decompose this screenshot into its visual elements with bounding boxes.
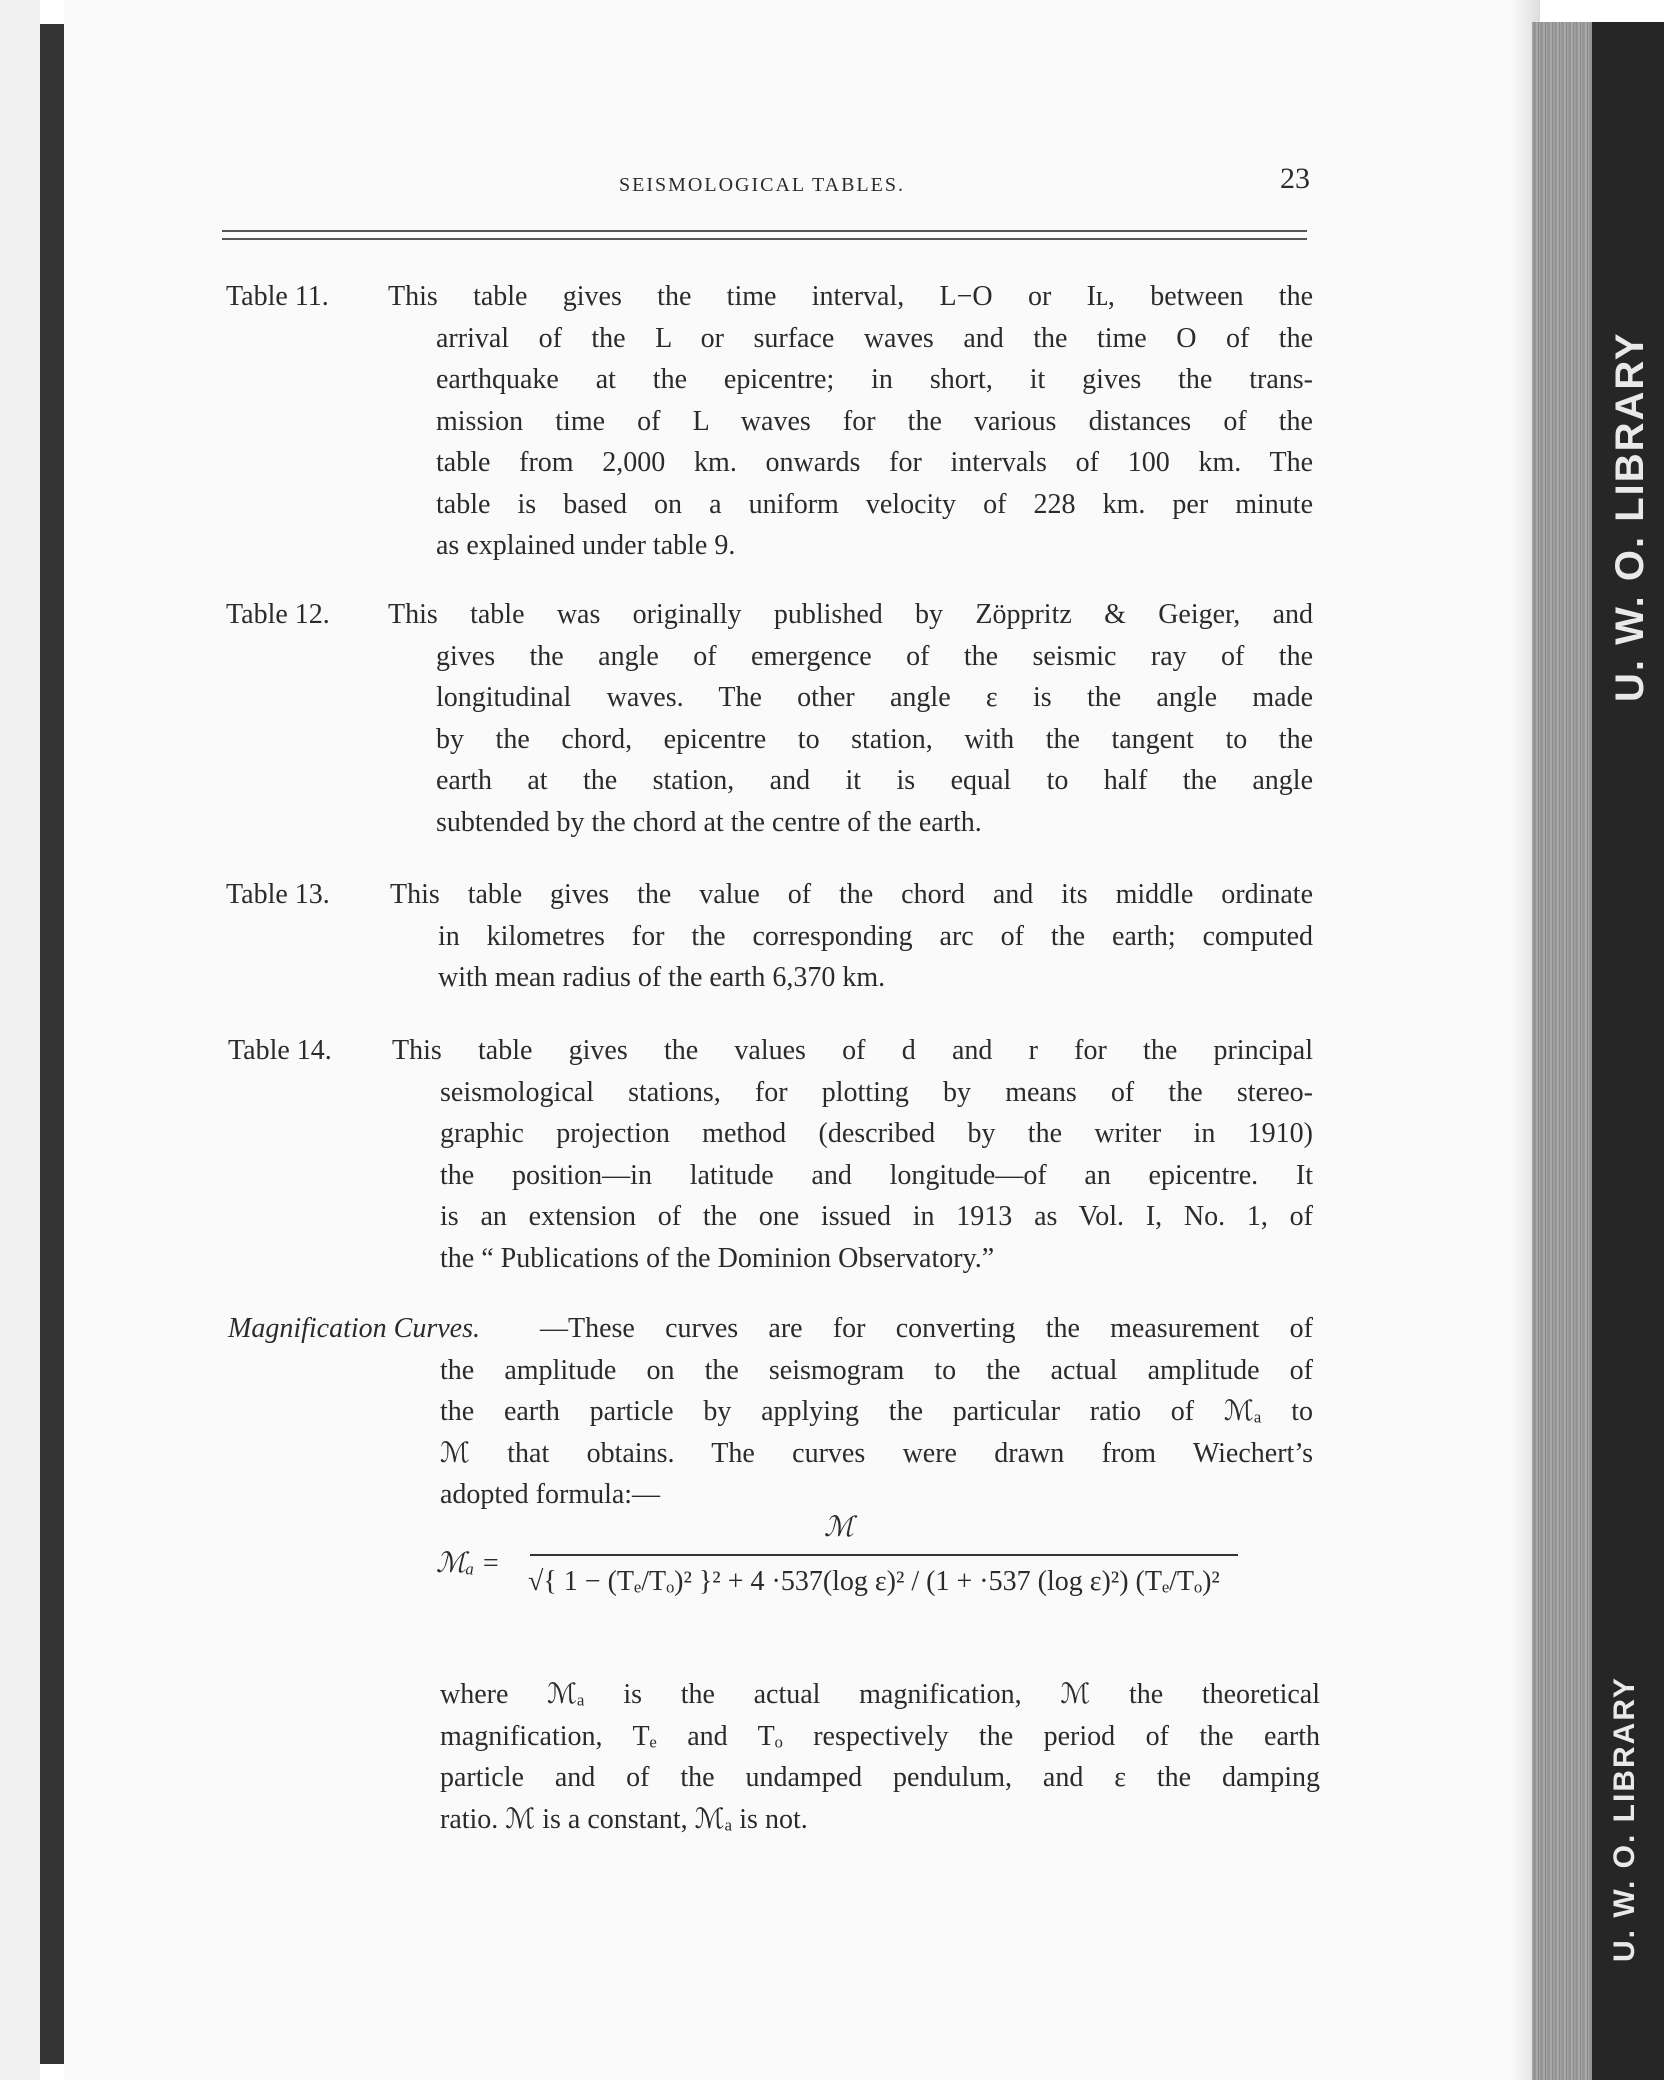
entry-body [390, 874, 1313, 999]
text-line: with mean radius of the earth 6,370 km. [438, 962, 886, 993]
text-line: is an extension of the one issued in 1913 as Vol. I, No. 1, of [440, 1201, 1313, 1232]
formula-denominator: √{ 1 − (Tₑ/Tₒ)² }² + 4 ·537(log ε)² / (1 + ·537 (log ε)²) (Tₑ/Tₒ)² [528, 1566, 1220, 1597]
text-line: the earth particle by applying the particular ratio of ℳₐ to [440, 1396, 1313, 1427]
text-line: table is based on a uniform velocity of 228 km. per minute [436, 488, 1313, 520]
text-line: the position—in latitude and longitude—of an epicentre. It [440, 1159, 1313, 1191]
running-title: SEISMOLOGICAL TABLES. [619, 174, 905, 196]
text-line: where ℳₐ is the actual magnification, ℳ the theoretical [440, 1679, 1320, 1710]
text-line: the “ Publications of the Dominion Observatory.” [440, 1242, 995, 1274]
spine-label-upper: U. W. O. LIBRARY [1608, 331, 1652, 702]
text-line: subtended by the chord at the centre of the earth. [436, 806, 982, 838]
text-line: particle and of the undamped pendulum, and ε the damping [440, 1762, 1320, 1793]
text-line: This table gives the value of the chord and its middle ordinate [390, 879, 1313, 910]
entry-label: Table 13. [226, 879, 330, 910]
text-line: ratio. ℳ is a constant, ℳₐ is not. [440, 1803, 808, 1835]
spine-label-lower: U. W. O. LIBRARY [1608, 1676, 1641, 1962]
text-line: earth at the station, and it is equal to half the angle [436, 765, 1313, 796]
page-edges [1532, 22, 1592, 2080]
text-line: seismological stations, for plotting by means of the stereo- [440, 1076, 1313, 1108]
wiechert-formula [436, 1510, 1336, 1670]
text-line: in kilometres for the corresponding arc of the earth; computed [438, 920, 1313, 952]
text-line: ℳ that obtains. The curves were drawn from Wiechert’s [440, 1437, 1313, 1469]
text-line: gives the angle of emergence of the seismic ray of the [436, 640, 1313, 672]
text-line: —These curves are for converting the measurement of [540, 1313, 1313, 1344]
page-number: 23 [1280, 162, 1310, 195]
text-line: This table gives the values of d and r for the principal [392, 1035, 1313, 1066]
entry-label: Table 12. [226, 599, 330, 630]
left-margin-edge [0, 0, 40, 2080]
entry-label: Magnification Curves. [228, 1313, 480, 1344]
text-line: the amplitude on the seismogram to the actual amplitude of [440, 1354, 1313, 1386]
text-line: arrival of the L or surface waves and the time O of the [436, 322, 1313, 354]
text-line: table from 2,000 km. onwards for intervals of 100 km. The [436, 447, 1313, 478]
entry-label: Table 14. [228, 1035, 332, 1066]
entry-body [388, 276, 1313, 567]
left-binding-strip [40, 24, 64, 2064]
formula-lhs: ℳₐ = [436, 1548, 501, 1579]
text-line: This table was originally published by Zöppritz & Geiger, and [388, 599, 1313, 630]
entry-label: Table 11. [226, 281, 329, 312]
formula-numerator: ℳ [824, 1512, 854, 1543]
text-line: magnification, Tₑ and Tₒ respectively the period of the earth [440, 1720, 1320, 1752]
text-line: mission time of L waves for the various distances of the [436, 405, 1313, 437]
entry-body [392, 1030, 1313, 1279]
text-line: longitudinal waves. The other angle ε is the angle made [436, 682, 1313, 713]
fraction-bar [530, 1554, 1238, 1556]
header-rule-bottom [222, 238, 1307, 240]
entry-body-first [540, 1308, 1313, 1350]
book-spine [1532, 22, 1664, 2080]
entry-body [388, 594, 1313, 843]
formula-explanation [440, 1674, 1320, 1840]
text-line: graphic projection method (described by the writer in 1910) [440, 1118, 1313, 1149]
text-line: earthquake at the epicentre; in short, it gives the trans- [436, 364, 1313, 395]
entry-body [440, 1350, 1313, 1516]
text-line: adopted formula:— [440, 1479, 661, 1510]
text-line: as explained under table 9. [436, 530, 736, 561]
text-line: by the chord, epicentre to station, with the tangent to the [436, 723, 1313, 755]
header-rule-top [222, 230, 1307, 232]
text-line: This table gives the time interval, L−O or Iʟ, between the [388, 281, 1313, 312]
